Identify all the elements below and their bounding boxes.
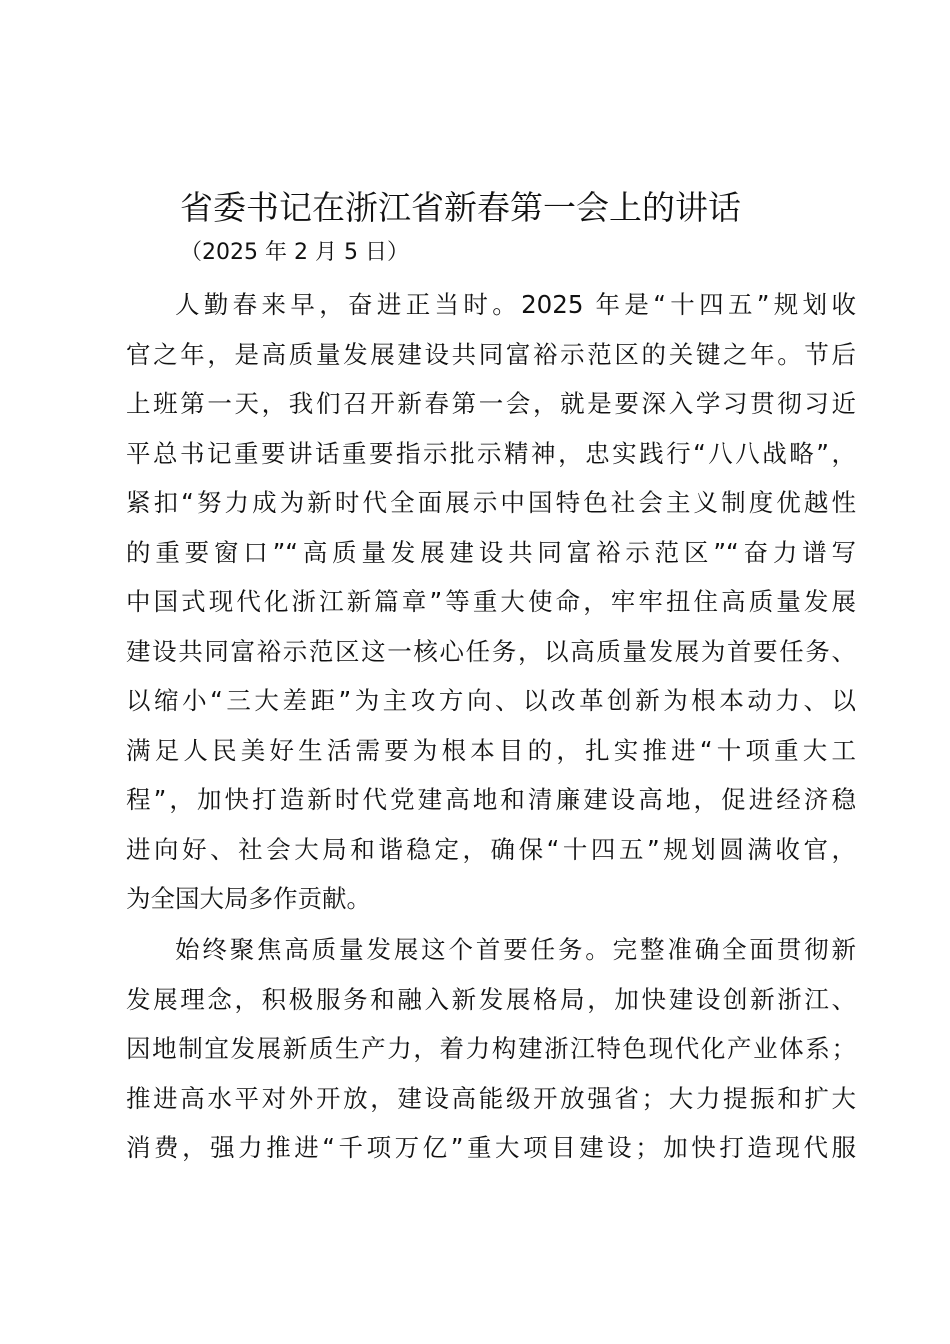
paragraph-line: 人勤春来早，奋进正当时。2025 年是“十四五”规划收 — [175, 290, 856, 319]
paragraph-line: 消费，强力推进“千项万亿”重大项目建设；加快打造现代服 — [126, 1133, 856, 1162]
paragraph-line: 因地制宜发展新质生产力，着力构建浙江特色现代化产业体系； — [126, 1034, 856, 1063]
paragraph-line: 发展理念，积极服务和融入新发展格局，加快建设创新浙江、 — [126, 984, 856, 1014]
document-date: （2025 年 2 月 5 日） — [180, 240, 409, 265]
paragraph-line: 程”，加快打造新时代党建高地和清廉建设高地，促进经济稳 — [126, 785, 856, 814]
paragraph-line: 建设共同富裕示范区这一核心任务，以高质量发展为首要任务、 — [126, 636, 856, 666]
paragraph-line: 紧扣“努力成为新时代全面展示中国特色社会主义制度优越性 — [126, 488, 856, 517]
paragraph-line: 平总书记重要讲话重要指示批示精神，忠实践行“八八战略”， — [126, 438, 856, 468]
paragraph-2 — [126, 925, 856, 1173]
paragraph-line: 中国式现代化浙江新篇章”等重大使命，牢牢扭住高质量发展 — [126, 587, 856, 616]
paragraph-line: 的重要窗口”“高质量发展建设共同富裕示范区”“奋力谱写 — [126, 537, 856, 567]
paragraph-line: 为全国大局多作贡献。 — [126, 884, 371, 913]
paragraph-1 — [126, 280, 856, 924]
paragraph-line: 官之年，是高质量发展建设共同富裕示范区的关键之年。节后 — [126, 339, 856, 369]
paragraph-line: 以缩小“三大差距”为主攻方向、以改革创新为根本动力、以 — [126, 686, 856, 715]
paragraph-line: 始终聚焦高质量发展这个首要任务。完整准确全面贯彻新 — [175, 935, 856, 964]
document-title: 省委书记在浙江省新春第一会上的讲话 — [180, 188, 741, 227]
paragraph-line: 上班第一天，我们召开新春第一会，就是要深入学习贯彻习近 — [126, 389, 856, 418]
paragraph-line: 满足人民美好生活需要为根本目的，扎实推进“十项重大工 — [126, 735, 856, 765]
paragraph-line: 进向好、社会大局和谐稳定，确保“十四五”规划圆满收官， — [126, 834, 856, 864]
paragraph-line: 推进高水平对外开放，建设高能级开放强省；大力提振和扩大 — [126, 1083, 856, 1113]
